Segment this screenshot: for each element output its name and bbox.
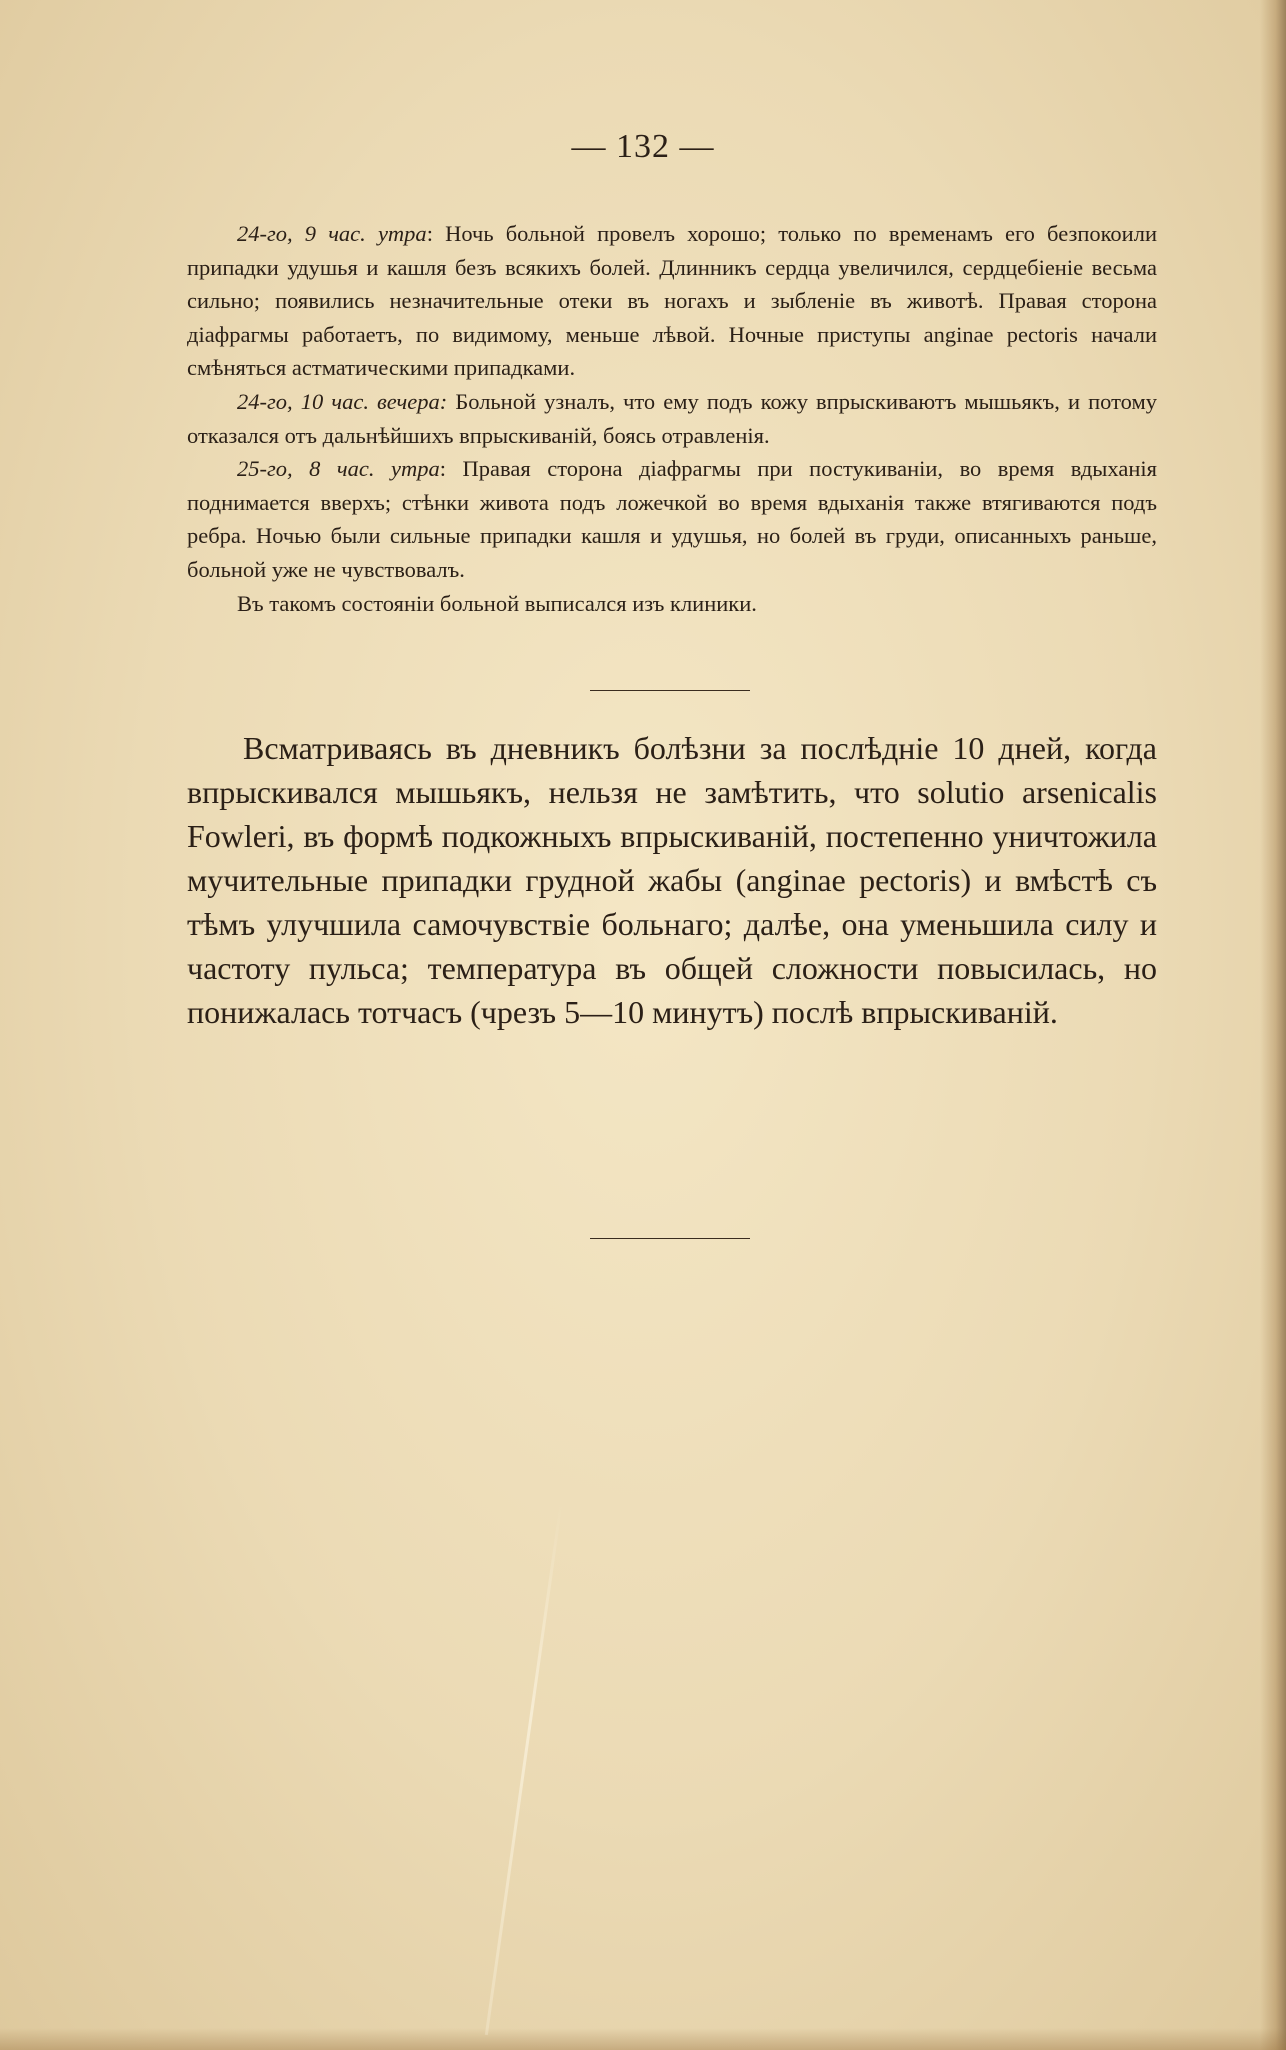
page-bottom-shadow [0, 2028, 1286, 2050]
page-number: — 132 — [571, 128, 715, 165]
diary-entry [187, 385, 1157, 452]
entry-date-time: 25-го, 8 час. утра [237, 456, 440, 482]
section-divider [590, 690, 750, 691]
end-divider [590, 1238, 750, 1239]
diary-entry [187, 452, 1157, 586]
entry-text: : Правая сторона діафрагмы при постукиваніи, во время вдыханія поднимается вверхъ; стѣнки живота подъ ложечкой во время вдыханія также втягиваются подъ ребра. Ночью были сильные припадки кашля и удушья, но болей въ груди, описанныхъ раньше, больной уже не чувствовалъ. [187, 456, 1157, 582]
entry-date-time: 24-го, 10 час. вечера: [237, 388, 448, 414]
diary-entry [187, 217, 1157, 385]
paper-crease [485, 1500, 563, 2035]
entry-text: : Ночь больной провелъ хорошо; только по временамъ его безпокоили припадки удушья и кашля безъ всякихъ болей. Длинникъ сердца увеличился, сердцебіеніе весьма сильно; появились незначительные отеки въ ногахъ и зыбленіе въ животѣ. Правая сторона діафрагмы работаетъ, по видимому, меньше лѣвой. Ночные приступы anginae pectoris начали смѣняться астматическими припадками. [187, 221, 1157, 381]
diary-entry [187, 587, 1157, 621]
entry-text: Больной узналъ, что ему подъ кожу впрыскиваютъ мышьякъ, и потому отказался отъ дальнѣйшихъ впрыскиваній, боясь отравленія. [187, 388, 1157, 448]
entry-text: Въ такомъ состояніи больной выписался изъ клиники. [237, 590, 757, 616]
diary-entries [187, 217, 1157, 620]
page-edge-shadow [1260, 0, 1286, 2050]
conclusion-paragraph: Всматриваясь въ дневникъ болѣзни за послѣдніе 10 дней, когда впрыскивался мышьякъ, нельзя не замѣтить, что solutio arsenicalis Fowleri, въ формѣ подкожныхъ впрыскиваній, постепенно уничтожила мучительные припадки грудной жабы (anginae pectoris) и вмѣстѣ съ тѣмъ улучшила самочувствіе больнаго; далѣе, она уменьшила силу и частоту пульса; температура въ общей сложности повысилась, но понижалась тотчасъ (чрезъ 5—10 минутъ) послѣ впрыскиваній. [187, 730, 1157, 1030]
entry-date-time: 24-го, 9 час. утра [237, 221, 427, 246]
